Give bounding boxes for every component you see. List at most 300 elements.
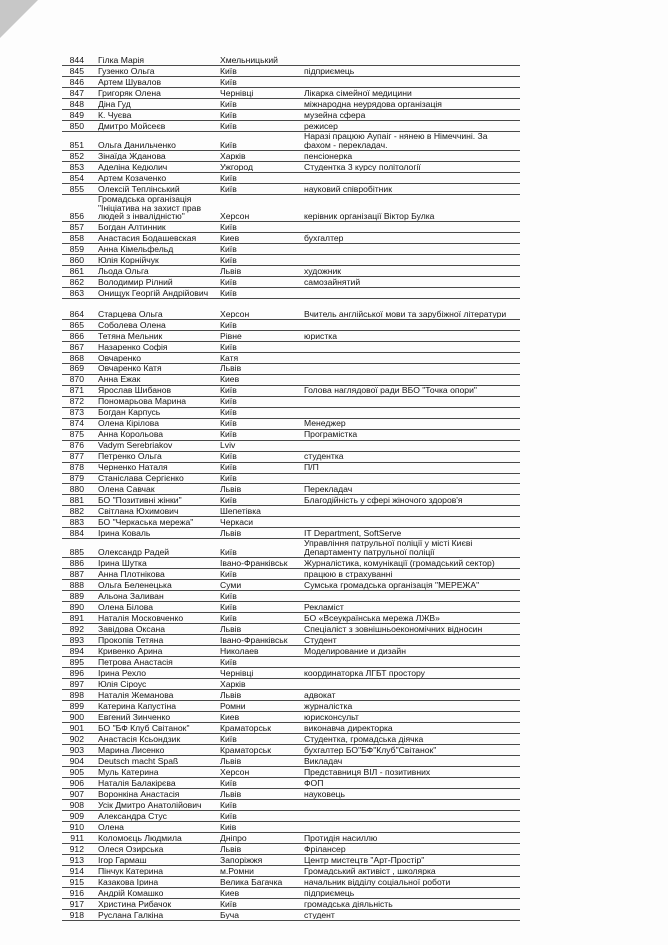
row-note: Громадський активіст , школярка: [304, 866, 436, 876]
table-row: [62, 712, 520, 723]
row-number: 892: [69, 625, 84, 634]
row-number: 900: [69, 712, 84, 722]
table-row: [62, 77, 520, 88]
row-city: Івано-Франківськ: [220, 559, 288, 568]
table-row: [62, 745, 520, 756]
row-note: Центр мистецтв "Арт-Простір": [304, 855, 425, 865]
row-note: начальник відділу соціальної роботи: [304, 877, 451, 887]
row-number: 877: [69, 452, 84, 462]
row-number: 852: [69, 151, 84, 161]
row-name: Богдан Алтинник: [98, 223, 166, 233]
row-city: Киев: [220, 888, 240, 898]
row-name: Петрова Анастасія: [98, 658, 173, 667]
row-note: керівник організації Віктор Булка: [304, 212, 435, 222]
row-name: Олена Савчак: [98, 485, 155, 495]
row-city: Lviv: [220, 441, 236, 451]
table-row: [62, 723, 520, 734]
row-note: Протидія насиллю: [304, 833, 378, 843]
row-name: Петренко Ольга: [98, 452, 162, 462]
row-number: 909: [69, 811, 84, 821]
row-number: 907: [69, 789, 84, 799]
row-number: 913: [69, 855, 84, 865]
row-number: 875: [69, 430, 84, 440]
row-number: 859: [69, 245, 84, 254]
row-note: підприємець: [304, 66, 355, 76]
row-city: Київ: [220, 614, 237, 623]
row-city: Буча: [220, 910, 240, 920]
table-row: [62, 430, 520, 441]
row-name: Усік Дмитро Анатолійович: [98, 800, 202, 810]
row-name: Овчаренко Катя: [98, 364, 162, 374]
table-row: [62, 910, 520, 921]
row-city: Київ: [220, 121, 237, 131]
row-name: Зінаїда Жданова: [98, 151, 166, 161]
table-row: [62, 233, 520, 244]
row-number: 905: [69, 767, 84, 777]
row-name: Ольга Беленецька: [98, 581, 172, 590]
row-name: Андрій Комашко: [98, 888, 164, 898]
row-city: Ромни: [220, 701, 246, 711]
table-row: [62, 195, 520, 223]
row-name: Григоряк Олена: [98, 88, 161, 98]
row-note: виконавча директорка: [304, 723, 393, 733]
row-number: 889: [69, 592, 84, 601]
row-city: Черкаси: [220, 518, 254, 528]
row-note: Голова наглядової ради ВБО "Точка опори": [304, 386, 477, 396]
row-city: Киев: [220, 234, 240, 244]
row-number: 897: [69, 679, 84, 689]
table-row: [62, 162, 520, 173]
row-note: Сумська громадська організація "МЕРЕЖА": [304, 581, 480, 590]
row-city: Ужгород: [220, 162, 254, 172]
table-row: [62, 657, 520, 668]
row-name: Коломоєць Людмила: [98, 833, 182, 843]
table-row: [62, 222, 520, 233]
row-name: Олеся Озирська: [98, 844, 164, 854]
table-row: [62, 888, 520, 899]
row-number: 850: [69, 121, 84, 131]
row-city: Катя: [220, 353, 239, 363]
table-row: [62, 506, 520, 517]
row-number: 888: [69, 581, 84, 590]
row-name: Олександр Радей: [98, 548, 170, 557]
row-city: Івано-Франківськ: [220, 636, 288, 645]
row-number: 906: [69, 778, 84, 788]
row-note: підприємець: [304, 888, 355, 898]
table-row: [62, 342, 520, 353]
row-note: Студент: [304, 636, 337, 645]
row-number: 844: [69, 55, 84, 65]
row-name: Наталія Балакірєва: [98, 778, 176, 788]
table-row: [62, 528, 520, 539]
row-number: 891: [69, 614, 84, 623]
table-row: [62, 364, 520, 375]
row-city: Львів: [220, 267, 242, 276]
row-number: 846: [69, 77, 84, 87]
row-note: Менеджер: [304, 419, 346, 429]
row-city: Харків: [220, 151, 246, 161]
row-note: Представниця ВІЛ - позитивних: [304, 767, 431, 777]
row-number: 855: [69, 184, 84, 194]
table-row: [62, 244, 520, 255]
row-city: Київ: [220, 184, 237, 194]
row-name: Ярослав Шибанов: [98, 386, 172, 396]
row-name: Артем Шувалов: [98, 77, 162, 87]
row-number: 857: [69, 223, 84, 233]
row-city: Київ: [220, 800, 237, 810]
row-number: 894: [69, 647, 84, 656]
row-city: Краматорськ: [220, 745, 271, 755]
row-number: 867: [69, 342, 84, 352]
row-city: Київ: [220, 66, 237, 76]
row-name: Ірина Рехло: [98, 669, 147, 678]
row-city: м.Ромни: [220, 866, 254, 876]
table-row: [62, 734, 520, 745]
table-row: [62, 877, 520, 888]
row-city: Дніпро: [220, 833, 247, 843]
row-city: Львів: [220, 485, 242, 495]
row-note: Благодійність у сфері жіночого здоров'я: [304, 496, 463, 506]
row-number: 912: [69, 844, 84, 854]
row-note: режисер: [304, 121, 338, 131]
row-number: 918: [69, 910, 84, 920]
row-note: Студентка 3 курсу політології: [304, 162, 421, 172]
table-row: [62, 474, 520, 485]
row-name: БО "Позитивні жінки": [98, 496, 182, 506]
row-note: художник: [304, 267, 342, 276]
table-row: [62, 569, 520, 580]
row-city: Київ: [220, 899, 237, 909]
row-number: 881: [69, 496, 84, 506]
table-row: [62, 635, 520, 646]
row-name: Юлія Корнійчук: [98, 256, 159, 265]
table-row: [62, 591, 520, 602]
row-name: Дмитро Мойсеєв: [98, 121, 166, 131]
row-number: 890: [69, 603, 84, 612]
row-name: Ольга Данильченко: [98, 140, 176, 150]
table-row: [62, 789, 520, 800]
row-name: Анна Корольова: [98, 430, 164, 440]
row-name: Евгений Зинченко: [98, 712, 171, 722]
row-name: Казакова Ірина: [98, 877, 159, 887]
row-number: 861: [69, 267, 84, 276]
row-city: Київ: [220, 77, 237, 87]
row-city: Київ: [220, 223, 237, 233]
row-note: БО «Всеукраїнська мережа ЛЖВ»: [304, 614, 440, 623]
row-note: науковий співробітник: [304, 184, 392, 194]
row-number: 879: [69, 474, 84, 484]
row-number: 853: [69, 162, 84, 172]
row-name: Анна Кімельфельд: [98, 245, 174, 254]
row-number: 883: [69, 518, 84, 528]
row-name: Vadym Serebriakov: [98, 441, 173, 451]
row-city: Київ: [220, 342, 237, 352]
table-row: [62, 495, 520, 506]
row-city: Київ: [220, 734, 237, 744]
row-city: Чернівці: [220, 669, 254, 678]
row-city: Київ: [220, 278, 237, 287]
row-name: Анна Плотнікова: [98, 570, 165, 579]
row-number: 860: [69, 256, 84, 265]
table-row: [62, 756, 520, 767]
row-number: 863: [69, 289, 84, 298]
row-city: Суми: [220, 581, 242, 590]
row-city: Херсон: [220, 212, 250, 222]
row-name: Соболева Олена: [98, 320, 166, 330]
row-note: адвокат: [304, 690, 336, 700]
row-name: Світлана Юхимович: [98, 507, 179, 517]
table-row: [62, 811, 520, 822]
row-note: громадська діяльність: [304, 899, 393, 909]
row-note: Спеціаліст з зовнішньоекономічних відносин: [304, 625, 483, 634]
row-number: 916: [69, 888, 84, 898]
row-city: Львів: [220, 756, 242, 766]
table-row: [62, 558, 520, 569]
row-city: Київ: [220, 658, 237, 667]
row-note: Студентка, громадська діячка: [304, 734, 424, 744]
row-number: 847: [69, 88, 84, 98]
row-city: Шепетівка: [220, 507, 261, 517]
row-number: 898: [69, 690, 84, 700]
row-name: Олена Білова: [98, 603, 153, 612]
row-number: 902: [69, 734, 84, 744]
table-row: [62, 99, 520, 110]
table-row: [62, 441, 520, 452]
table-row: [62, 701, 520, 712]
row-city: Львів: [220, 529, 242, 539]
row-city: Київ: [220, 811, 237, 821]
table-row: [62, 822, 520, 833]
row-city: Київ: [220, 419, 237, 429]
row-name: Володимир Рілний: [98, 278, 173, 287]
row-name: Анна Ежак: [98, 375, 141, 385]
row-note: студентка: [304, 452, 344, 462]
row-name: Руслана Галкіна: [98, 910, 164, 920]
row-number: 886: [69, 559, 84, 568]
row-note: бухгалтер: [304, 234, 344, 244]
row-number: 876: [69, 441, 84, 451]
row-number: 872: [69, 397, 84, 407]
row-name: Олена: [98, 822, 124, 832]
table-row: [62, 353, 520, 364]
row-number: 880: [69, 485, 84, 495]
table-row: [62, 121, 520, 132]
row-city: Київ: [220, 592, 237, 601]
row-city: Київ: [220, 99, 237, 109]
table-row: [62, 110, 520, 121]
table-row: [62, 646, 520, 657]
table-row: [62, 88, 520, 99]
table-row: [62, 66, 520, 77]
row-city: Київ: [220, 570, 237, 579]
row-note: науковець: [304, 789, 346, 799]
row-name: Наталія Московченко: [98, 614, 184, 623]
table-row: [62, 463, 520, 474]
row-city: Харків: [220, 679, 246, 689]
row-name: Назаренко Софія: [98, 342, 168, 352]
row-city: Киів: [220, 822, 237, 832]
row-name: Завідова Оксана: [98, 625, 166, 634]
row-number: 914: [69, 866, 84, 876]
row-note: П/П: [304, 463, 319, 473]
row-number: 871: [69, 386, 84, 396]
row-city: Львів: [220, 364, 242, 374]
row-number: 887: [69, 570, 84, 579]
row-city: Київ: [220, 140, 237, 150]
row-note: Викладач: [304, 756, 343, 766]
row-city: Київ: [220, 548, 237, 557]
row-number: 885: [69, 548, 84, 557]
row-name: Пінчук Катерина: [98, 866, 164, 876]
row-name: Юлія Сіроус: [98, 679, 147, 689]
row-number: 884: [69, 529, 84, 539]
row-name: Олена Кірілова: [98, 419, 160, 429]
table-row: [62, 767, 520, 778]
row-name: Воронкіна Анастасія: [98, 789, 180, 799]
row-city: Київ: [220, 289, 237, 298]
row-city: Київ: [220, 256, 237, 265]
row-note: Рекламіст: [304, 603, 344, 612]
table-row: [62, 484, 520, 495]
row-note: пенсіонерка: [304, 151, 353, 161]
row-city: Киев: [220, 712, 240, 722]
table-row: [62, 613, 520, 624]
row-city: Київ: [220, 452, 237, 462]
row-name: Муль Катерина: [98, 767, 159, 777]
row-name: БО "БФ Клуб Світанок": [98, 723, 190, 733]
row-name: Аделіна Кедюлич: [98, 162, 168, 172]
row-name: Олексій Теплінський: [98, 184, 180, 194]
row-number: 866: [69, 331, 84, 341]
table-row: [62, 855, 520, 866]
row-city: Краматорськ: [220, 723, 271, 733]
row-city: Львів: [220, 789, 242, 799]
table-row: [62, 288, 520, 299]
row-note: Наразі працюю Аупаіг - нянею в Німеччині. За фахом - перекладач.: [304, 131, 488, 150]
table-row: [62, 668, 520, 679]
table-row: [62, 320, 520, 331]
table-row: [62, 690, 520, 701]
row-city: Чернівці: [220, 88, 254, 98]
table-row: [62, 151, 520, 162]
row-name: Гузенко Ольга: [98, 66, 155, 76]
row-number: 903: [69, 745, 84, 755]
row-city: Львів: [220, 844, 242, 854]
row-name: Ігор Гармаш: [98, 855, 147, 865]
row-city: Київ: [220, 496, 237, 506]
row-number: 869: [69, 364, 84, 374]
row-number: 865: [69, 320, 84, 330]
row-city: Київ: [220, 463, 237, 473]
row-note: журналістка: [304, 701, 353, 711]
row-number: 848: [69, 99, 84, 109]
row-city: Київ: [220, 320, 237, 330]
table-row: [62, 331, 520, 342]
row-name: Пономарьова Марина: [98, 397, 186, 407]
row-number: 870: [69, 375, 84, 385]
row-city: Николаев: [220, 647, 259, 656]
row-name: Анастасія Ксьондзик: [98, 734, 181, 744]
row-number: 845: [69, 66, 84, 76]
row-name: Христина Рибачок: [98, 899, 172, 909]
row-city: Київ: [220, 110, 237, 120]
row-number: 901: [69, 723, 84, 733]
row-city: Київ: [220, 474, 237, 484]
row-note: Моделирование и дизайн: [304, 647, 406, 656]
row-city: Київ: [220, 603, 237, 612]
row-number: 910: [69, 822, 84, 832]
table-row: [62, 778, 520, 789]
row-city: Київ: [220, 778, 237, 788]
row-city: Львів: [220, 625, 242, 634]
row-number: 904: [69, 756, 84, 766]
row-name: Льода Ольга: [98, 267, 149, 276]
row-number: 895: [69, 658, 84, 667]
row-number: 873: [69, 408, 84, 418]
row-name: Діна Гуд: [98, 99, 131, 109]
row-name: Катерина Капустіна: [98, 701, 177, 711]
row-name: Артем Козаченко: [98, 173, 167, 183]
row-note: Журналістика, комунікації (громадський сектор): [304, 559, 495, 568]
row-number: 908: [69, 800, 84, 810]
row-number: 899: [69, 701, 84, 711]
table-row: [62, 173, 520, 184]
row-city: Херсон: [220, 767, 250, 777]
row-name: Ірина Шутка: [98, 559, 147, 568]
row-city: Київ: [220, 408, 237, 418]
row-number: 864: [69, 309, 84, 319]
row-name: Онищук Георгій Андрійович: [98, 289, 209, 298]
folded-corner: [0, 0, 38, 38]
table-row: [62, 866, 520, 877]
row-number: 858: [69, 234, 84, 244]
row-note: працюю в страхуванні: [304, 570, 393, 579]
row-note: координаторка ЛГБТ простору: [304, 669, 425, 678]
row-city: Київ: [220, 173, 237, 183]
row-number: 851: [69, 140, 84, 150]
row-city: Велика Багачка: [220, 877, 283, 887]
table-row: [62, 452, 520, 463]
table-row: [62, 386, 520, 397]
row-note: Вчитель англійської мови та зарубіжної літератури: [304, 309, 507, 319]
table-row: [62, 184, 520, 195]
row-number: 917: [69, 899, 84, 909]
row-name: Тетяна Мельник: [98, 331, 163, 341]
table-row: [62, 899, 520, 910]
row-number: 896: [69, 669, 84, 678]
row-number: 882: [69, 507, 84, 517]
row-city: Київ: [220, 386, 237, 396]
row-note: бухгалтер БО"БФ"Клуб"Світанок": [304, 745, 437, 755]
table-row: [62, 419, 520, 430]
row-name: Овчаренко: [98, 353, 142, 363]
table-row: [62, 624, 520, 635]
row-number: 849: [69, 110, 84, 120]
table-row: [62, 299, 520, 319]
row-note: ФОП: [304, 778, 324, 788]
table-row: [62, 375, 520, 386]
row-city: Киев: [220, 375, 240, 385]
row-city: Київ: [220, 397, 237, 407]
row-name: Deutsch macht Spaß: [98, 756, 179, 766]
table-row: [62, 844, 520, 855]
row-number: 874: [69, 419, 84, 429]
row-note: Лікарка сімейної медицини: [304, 88, 412, 98]
row-name: Прокопів Тетяна: [98, 636, 164, 645]
row-name: Наталія Жеманова: [98, 690, 174, 700]
table-row: [62, 833, 520, 844]
row-note: студент: [304, 910, 335, 920]
